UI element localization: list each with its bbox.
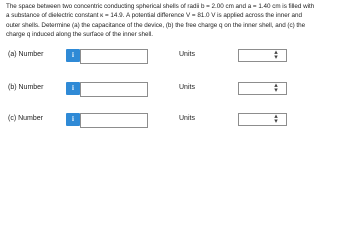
number-input[interactable] — [80, 49, 148, 64]
answer-row-c — [8, 113, 338, 127]
number-input[interactable] — [80, 82, 148, 97]
units-label: Units — [179, 84, 195, 91]
info-icon[interactable]: i — [66, 113, 80, 126]
answer-row-a — [8, 49, 338, 63]
problem-line: The space between two concentric conducting spherical shells of radii b = 2.00 cm and a = 1.40 cm is filled with — [6, 3, 315, 10]
part-label: (c) Number — [8, 115, 44, 122]
number-input[interactable] — [80, 113, 148, 128]
up-down-chevron-icon: ▴ ▾ — [274, 82, 278, 94]
part-label: (a) Number — [8, 51, 44, 58]
units-select[interactable] — [238, 113, 287, 126]
units-select[interactable] — [238, 49, 287, 62]
units-select[interactable] — [238, 82, 287, 95]
up-down-chevron-icon: ▴ ▾ — [274, 49, 278, 61]
problem-line: a substance of dielectric constant κ = 14.9. A potential difference V = 81.0 V is applied across the inner and — [6, 12, 302, 20]
answer-row-b — [8, 82, 338, 96]
problem-statement — [6, 2, 346, 40]
part-label: (b) Number — [8, 84, 44, 91]
problem-line: outer shells. Determine (a) the capacitance of the device, (b) the free charge q on the inner shell, and (c) the — [6, 21, 306, 29]
units-label: Units — [179, 51, 195, 58]
up-down-chevron-icon: ▴ ▾ — [274, 113, 278, 125]
info-icon[interactable]: i — [66, 49, 80, 62]
info-icon[interactable]: i — [66, 82, 80, 95]
units-label: Units — [179, 115, 195, 122]
problem-line: charge q induced along the surface of the inner shell. — [6, 31, 153, 39]
